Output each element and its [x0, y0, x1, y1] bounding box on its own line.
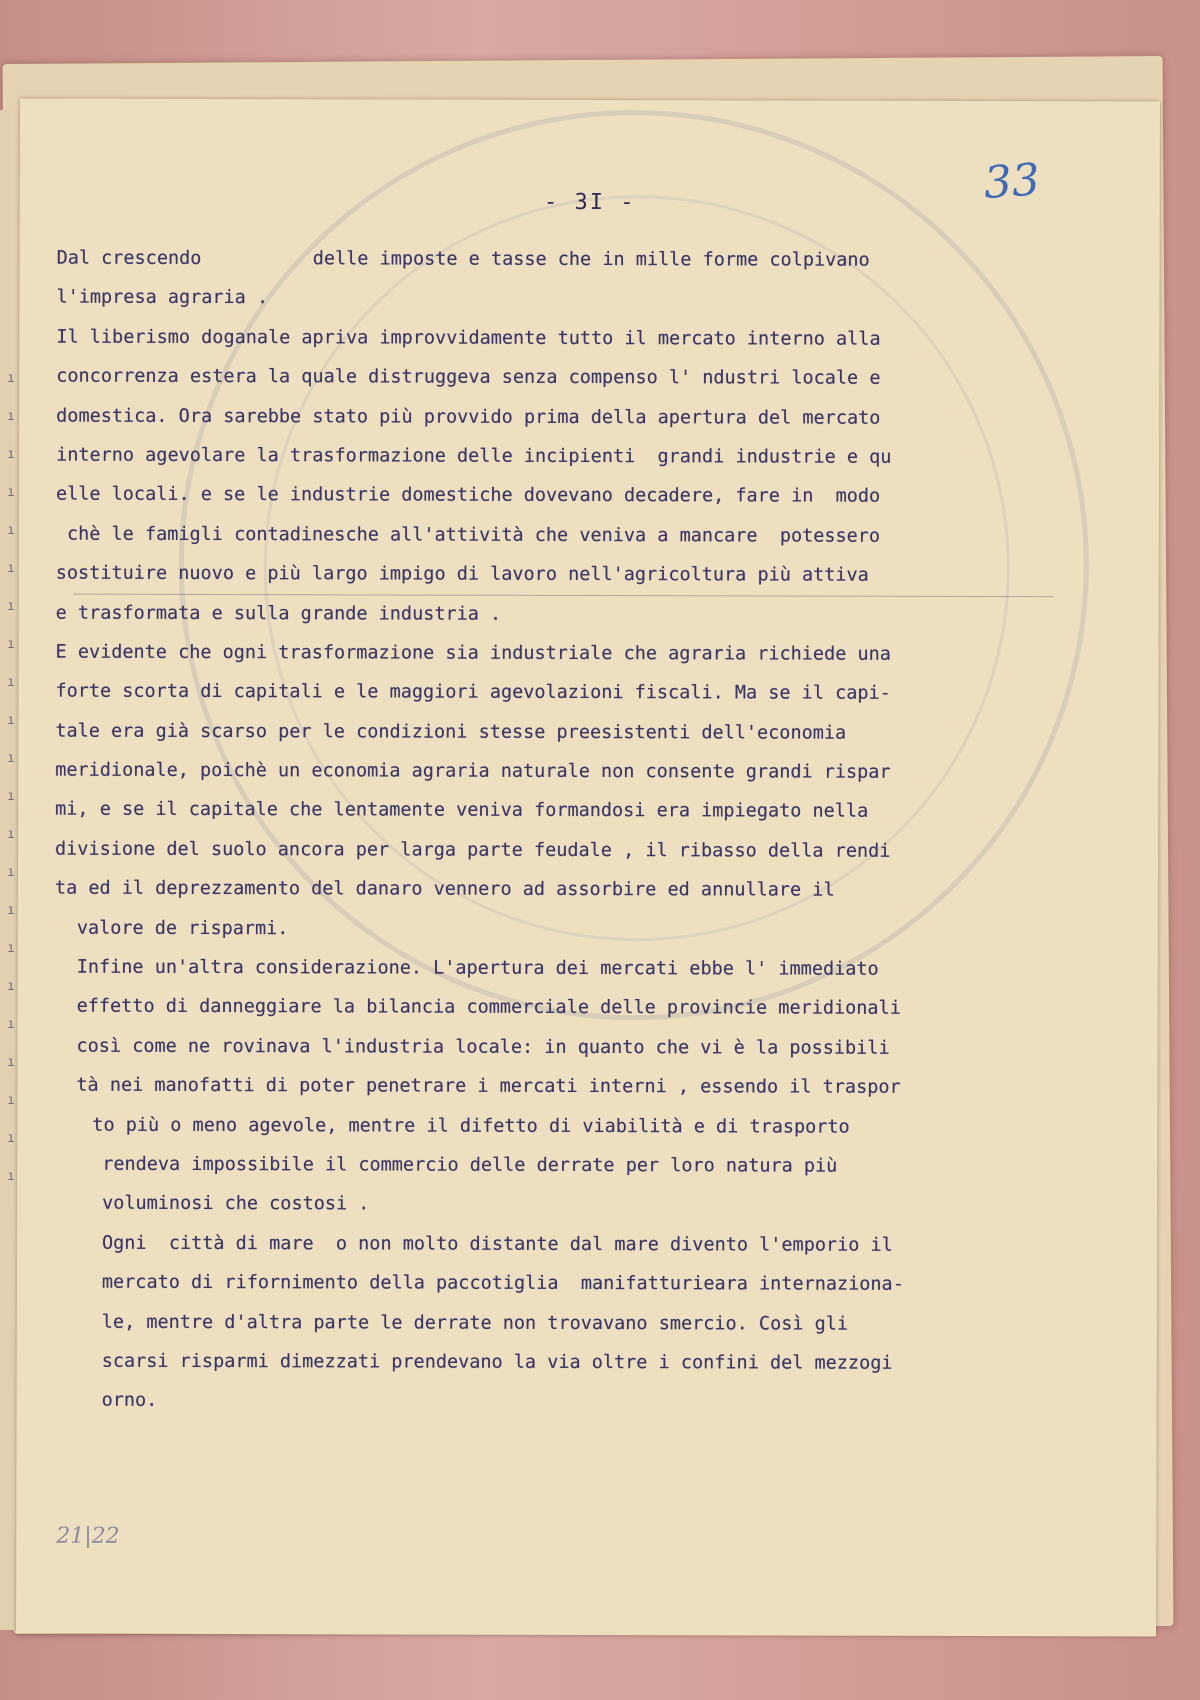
text-line: così come ne rovinava l'industria locale: in quanto che vi è la possibili [76, 1035, 890, 1059]
text-line: concorrenza estera la quale distruggeva senza compenso l' ndustri locale e [56, 365, 881, 389]
text-line: E evidente che ogni trasformazione sia industriale che agraria richiede una [55, 641, 891, 665]
pencil-note: 21|22 [56, 1523, 120, 1549]
text-line: mercato di rifornimento della paccotiglia manifatturieara internaziona- [101, 1271, 904, 1295]
text-line: Infine un'altra considerazione. L'apertura dei mercati ebbe l' immediato [76, 956, 879, 980]
page-number: - 3I - [543, 189, 636, 216]
text-line: ta ed il deprezzamento del danaro vennero ad assorbire ed annullare il [54, 877, 835, 901]
text-line: meridionale, poichè un economia agraria naturale non consente grandi rispar [55, 759, 891, 783]
typewritten-page [16, 99, 1160, 1637]
text-line: rendeva impossibile il commercio delle derrate per loro natura più [102, 1153, 838, 1177]
text-line: forte scorta di capitali e le maggiori agevolazioni fiscali. Ma se il capi- [55, 680, 891, 705]
text-line: voluminosi che costosi . [102, 1193, 370, 1215]
text-line: tale era già scarso per le condizioni stesse preesistenti dell'economia [55, 720, 847, 744]
body-text [54, 239, 1077, 1423]
text-line: effetto di danneggiare la bilancia commerciale delle provincie meridionali [76, 996, 901, 1020]
text-line: e trasformata e sulla grande industria . [55, 602, 502, 625]
text-line: Ogni città di mare o non molto distante dal mare divento l'emporio il [101, 1232, 893, 1256]
text-line: l'impresa agraria . [56, 286, 269, 309]
text-line: orno. [101, 1390, 158, 1412]
text-line: valore de risparmi. [76, 917, 289, 939]
text-line: to più o meno agevole, mentre il difetto di viabilità e di trasporto [92, 1114, 850, 1138]
text-line: Dal crescendo delle imposte e tasse che in mille forme colpivano [56, 247, 870, 271]
text-line: scarsi risparmi dimezzati prendevano la via oltre i confini del mezzogi [101, 1350, 893, 1374]
text-line: chè le famigli contadinesche all'attività che veniva a mancare potessero [55, 523, 881, 547]
text-line: le, mentre d'altra parte le derrate non trovavano smercio. Così gli [101, 1311, 849, 1335]
text-line: tà nei manofatti di poter penetrare i mercati interni , essendo il traspor [76, 1074, 901, 1099]
left-page-marks: ı ı ı ı ı ı ı ı ı ı ı ı ı ı ı ı ı ı ı ı ı ı [7, 371, 15, 1184]
text-line: interno agevolare la trasformazione delle incipienti grandi industrie e qu [56, 444, 892, 468]
text-line: elle locali. e se le industrie domestiche dovevano decadere, fare in modo [55, 483, 881, 508]
text-line: mi, e se il capitale che lentamente veniva formandosi era impiegato nella [55, 799, 869, 823]
text-line: sostituire nuovo e più largo impigo di lavoro nell'agricoltura più attiva [55, 562, 869, 586]
text-line: divisione del suolo ancora per larga parte feudale , il ribasso della rendi [55, 838, 891, 862]
text-line: domestica. Ora sarebbe stato più provvido prima della apertura del mercato [56, 405, 881, 429]
folio-number: 33 [982, 154, 1042, 209]
text-line: Il liberismo doganale apriva improvvidamente tutto il mercato interno alla [56, 326, 881, 350]
